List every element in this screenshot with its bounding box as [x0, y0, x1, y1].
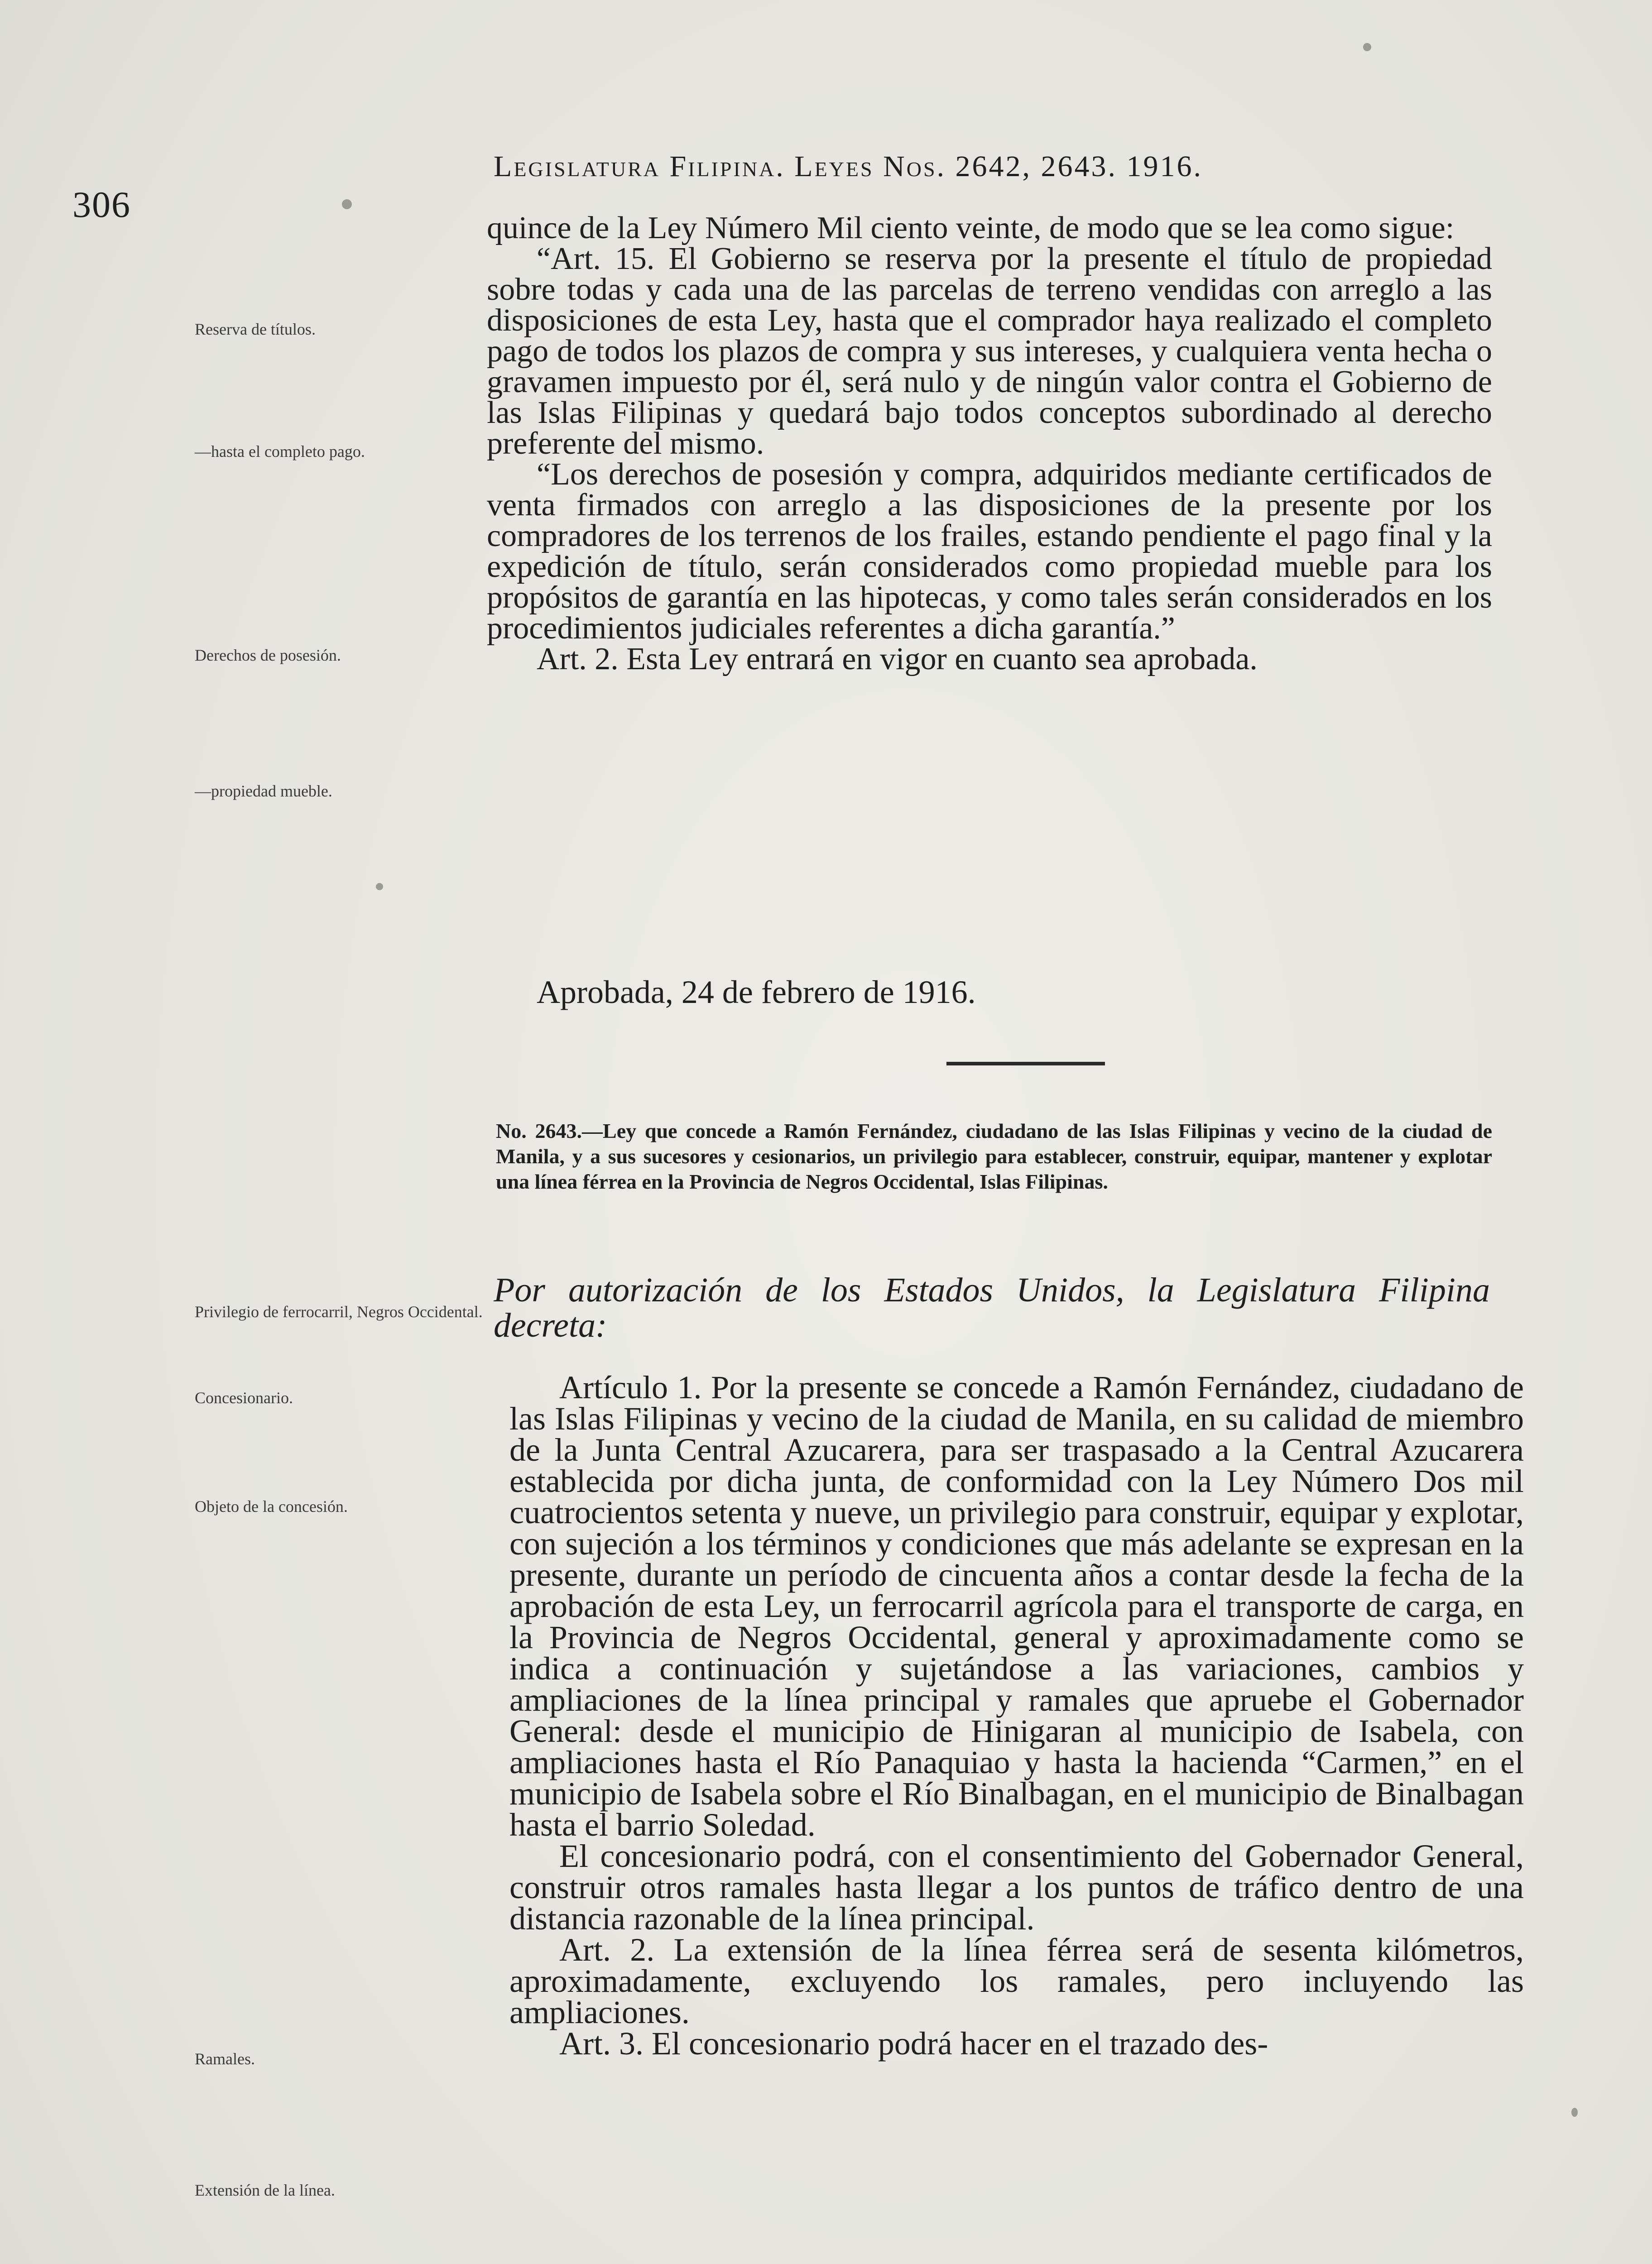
margin-note-completo-pago: —hasta el completo pago.	[195, 442, 365, 460]
margin-note-propiedad-mueble: —propiedad mueble.	[195, 782, 332, 800]
law-2642-text	[487, 213, 1492, 675]
margin-note-privilegio: Privilegio de ferrocarril, Negros Occidental.	[195, 1303, 483, 1321]
paragraph: El concesionario podrá, con el consentimiento del Gobernador General, construir otros ramales hasta llegar a los puntos de tráfico dentro de una distancia razonable de la línea principal.	[509, 1838, 1524, 1937]
paragraph: Art. 3. El concesionario podrá hacer en el trazado des-	[559, 2025, 1268, 2062]
running-head: Legislatura Filipina. Leyes Nos. 2642, 2643. 1916.	[494, 150, 1203, 183]
scan-speck	[1363, 43, 1371, 51]
paragraph: “Art. 15. El Gobierno se reserva por la presente el título de propiedad sobre todas y cada una de las parcelas de terreno vendidas con arreglo a las disposiciones de esta Ley, hasta que el comprador haya realizado el completo pago de todos los plazos de compra y sus intereses, y cualquiera venta hecha o gravamen impuesto por él, será nulo y de ningún valor contra el Gobierno de las Islas Filipinas y quedará bajo todos conceptos subordinado al derecho preferente del mismo.	[487, 241, 1492, 461]
margin-note-ramales: Ramales.	[195, 2050, 255, 2068]
section-divider	[946, 1062, 1105, 1065]
enacting-clause: Por autorización de los Estados Unidos, la Legislatura Filipina decreta:	[494, 1271, 1490, 1344]
paragraph: Art. 2. Esta Ley entrará en vigor en cuanto sea aprobada.	[537, 642, 1258, 676]
margin-note-concesionario: Concesionario.	[195, 1389, 293, 1407]
paragraph: quince de la Ley Número Mil ciento veinte, de modo que se lea como sigue:	[487, 211, 1455, 245]
paragraph: Artículo 1. Por la presente se concede a Ramón Fernández, ciudadano de las Islas Filipinas y vecino de la ciudad de Manila, en su calidad de miembro de la Junta Central Azucarera, para ser traspasado a la Central Azucarera establecida por dicha junta, de conformidad con la Ley Número Dos mil cuatrocientos setenta y nueve, un privilegio para construir, equipar y explotar, con sujeción a los términos y condiciones que más adelante se expresan en la presente, durante un período de cincuenta años a contar desde la fecha de la aprobación de esta Ley, un ferrocarril agrícola para el transporte de carga, en la Provincia de Negros Occidental, general y aproximadamente como se indica a continuación y sujetándose a las variaciones, cambios y ampliaciones de la línea principal y ramales que apruebe el Gobernador General: desde el municipio de Hinigaran al municipio de Isabela, con ampliaciones hasta el Río Panaquiao y hasta la hacienda “Carmen,” en el municipio de Isabela sobre el Río Binalbagan, en el municipio de Binalbagan hasta el barrio Soledad.	[509, 1369, 1524, 1843]
scan-speck	[376, 883, 383, 890]
margin-note-reserva: Reserva de títulos.	[195, 320, 316, 338]
paragraph: “Los derechos de posesión y compra, adquiridos mediante certificados de venta firmados con arreglo a las disposiciones de la presente por los compradores de los terrenos de los frailes, estando pendiente el pago final y la expedición de título, serán considerados como propiedad mueble para los propósitos de garantía en las hipotecas, y como tales serán considerados en los procedimientos judiciales referentes a dicha garantía.”	[487, 457, 1492, 646]
paragraph: Art. 2. La extensión de la línea férrea será de sesenta kilómetros, aproximadamente, excluyendo los ramales, pero incluyendo las ampliaciones.	[509, 1932, 1524, 2030]
scan-speck	[1571, 2108, 1578, 2117]
law-2643-text	[509, 1369, 1524, 2062]
margin-note-objeto: Objeto de la concesión.	[195, 1497, 348, 1516]
margin-note-extension: Extensión de la línea.	[195, 2181, 335, 2199]
page-number: 306	[72, 184, 131, 225]
margin-note-derechos-posesion: Derechos de posesión.	[195, 646, 341, 664]
approval-date: Aprobada, 24 de febrero de 1916.	[537, 974, 976, 1010]
scan-speck	[342, 199, 352, 209]
act-heading: No. 2643.—Ley que concede a Ramón Fernández, ciudadano de las Islas Filipinas y vecino de la ciudad de Manila, y a sus sucesores y cesionarios, un privilegio para establecer, construir, equipar, mantener y explotar una línea férrea en la Provincia de Negros Occidental, Islas Filipinas.	[496, 1119, 1492, 1193]
